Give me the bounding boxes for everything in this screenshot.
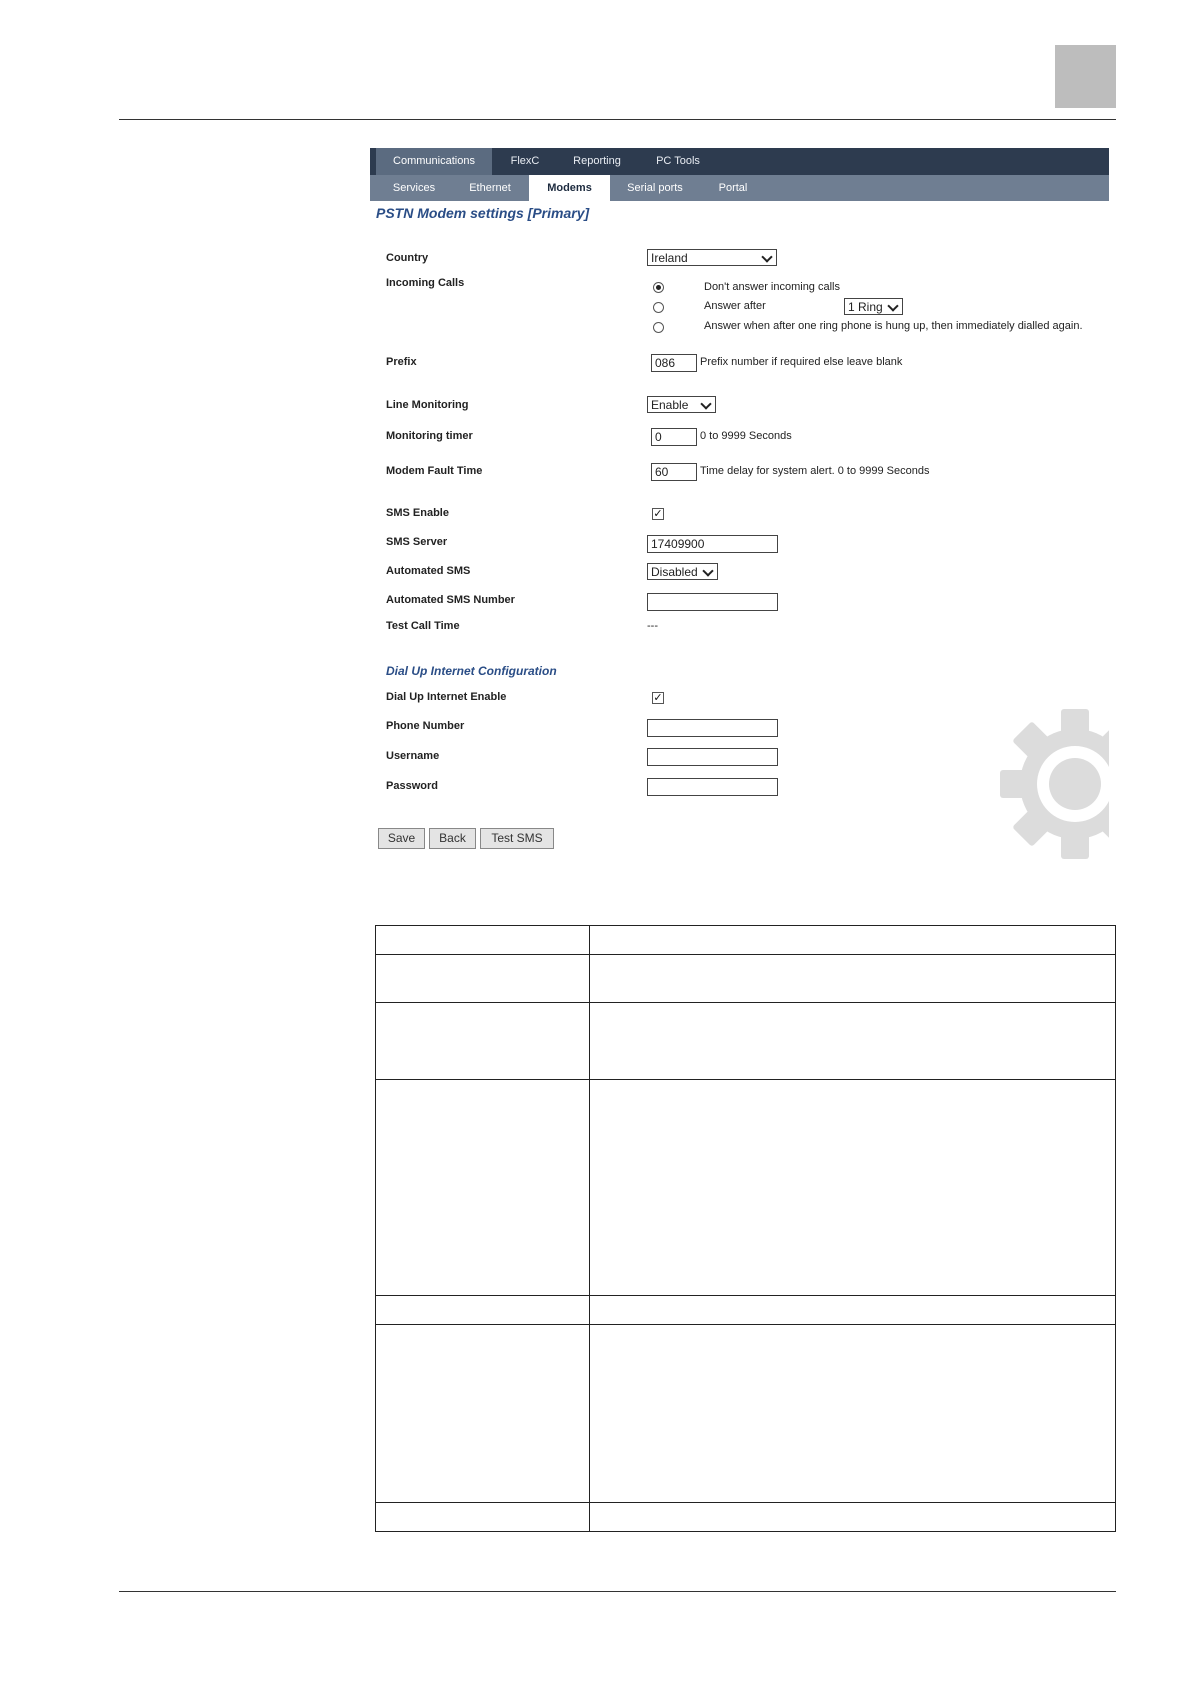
table-cell: [376, 1003, 590, 1080]
username-input[interactable]: [647, 748, 778, 766]
chevron-down-icon: [761, 251, 772, 262]
table-cell: [376, 1325, 590, 1503]
modem-fault-time-label: Modem Fault Time: [386, 465, 483, 477]
phone-number-input[interactable]: [647, 719, 778, 737]
country-select[interactable]: [647, 249, 777, 266]
subtab-ethernet[interactable]: Ethernet: [469, 182, 511, 194]
page-corner-tab: [1055, 45, 1116, 108]
table-cell: [590, 926, 1116, 955]
header-rule: [119, 119, 1116, 120]
save-button[interactable]: Save: [378, 828, 425, 849]
monitoring-timer-label: Monitoring timer: [386, 430, 473, 442]
dialup-enable-label: Dial Up Internet Enable: [386, 691, 507, 703]
automated-sms-value: Disabled: [651, 565, 698, 579]
password-input[interactable]: [647, 778, 778, 796]
automated-sms-number-label: Automated SMS Number: [386, 594, 515, 606]
radio-answer-after-label: Answer after: [704, 300, 766, 312]
tab-communications[interactable]: Communications: [376, 148, 492, 175]
table-cell: [376, 926, 590, 955]
radio-answer-redial[interactable]: [653, 322, 664, 333]
ring-count-value: 1 Ring: [848, 300, 883, 314]
back-button[interactable]: Back: [429, 828, 476, 849]
sub-nav: [370, 175, 1109, 201]
line-monitoring-label: Line Monitoring: [386, 399, 469, 411]
automated-sms-label: Automated SMS: [386, 565, 471, 577]
table-row: [376, 1296, 1116, 1325]
sms-enable-label: SMS Enable: [386, 507, 449, 519]
table-row: [376, 955, 1116, 1003]
sms-enable-checkbox[interactable]: [652, 508, 664, 520]
radio-answer-after[interactable]: [653, 302, 664, 313]
prefix-label: Prefix: [386, 356, 417, 368]
country-label: Country: [386, 252, 429, 264]
modem-fault-time-hint: Time delay for system alert. 0 to 9999 Seconds: [700, 465, 930, 477]
table-cell: [590, 1325, 1116, 1503]
table-cell: [590, 1080, 1116, 1296]
radio-dont-answer[interactable]: [653, 282, 664, 293]
web-ui-screenshot: [370, 148, 1109, 860]
tab-flexc[interactable]: FlexC: [510, 155, 540, 167]
incoming-calls-label: Incoming Calls: [386, 277, 465, 289]
automated-sms-number-input[interactable]: [647, 593, 778, 611]
table-cell: [590, 1003, 1116, 1080]
test-sms-button[interactable]: Test SMS: [480, 828, 554, 849]
main-nav: [370, 148, 1109, 175]
monitoring-timer-input[interactable]: 0: [651, 428, 697, 446]
password-label: Password: [386, 780, 438, 792]
ring-count-select[interactable]: [844, 298, 903, 315]
tab-pc-tools[interactable]: PC Tools: [656, 155, 700, 167]
subtab-portal[interactable]: Portal: [718, 182, 748, 194]
table-cell: [590, 1296, 1116, 1325]
line-monitoring-value: Enable: [651, 398, 689, 412]
test-call-time-label: Test Call Time: [386, 620, 460, 632]
chevron-down-icon: [887, 300, 898, 311]
table-cell: [376, 1503, 590, 1532]
subtab-services[interactable]: Services: [392, 182, 436, 194]
checkmark-icon: ✓: [653, 508, 663, 520]
radio-answer-redial-label: Answer when after one ring phone is hung up, then immediately dialled again.: [704, 320, 1083, 332]
sms-server-label: SMS Server: [386, 536, 448, 548]
radio-dont-answer-label: Don't answer incoming calls: [704, 281, 840, 293]
description-table: [375, 925, 1116, 1532]
table-row: [376, 1080, 1116, 1296]
table-row: [376, 1325, 1116, 1503]
chevron-down-icon: [700, 398, 711, 409]
dialup-enable-checkbox[interactable]: [652, 692, 664, 704]
table-cell: [376, 955, 590, 1003]
table-cell: [590, 955, 1116, 1003]
sms-server-input[interactable]: 17409900: [647, 535, 778, 553]
subtab-serial-ports[interactable]: Serial ports: [627, 182, 683, 194]
automated-sms-select[interactable]: [647, 563, 718, 580]
chevron-down-icon: [702, 565, 713, 576]
test-call-time-value: ---: [647, 620, 658, 632]
monitoring-timer-hint: 0 to 9999 Seconds: [700, 430, 792, 442]
phone-number-label: Phone Number: [386, 720, 465, 732]
checkmark-icon: ✓: [653, 692, 663, 704]
dialup-section-title: Dial Up Internet Configuration: [386, 664, 557, 678]
page-title: PSTN Modem settings [Primary]: [376, 205, 590, 221]
line-monitoring-select[interactable]: [647, 396, 716, 413]
table-row: [376, 1503, 1116, 1532]
table-cell: [376, 1296, 590, 1325]
subtab-modems[interactable]: Modems: [529, 175, 610, 201]
gear-icon: [995, 704, 1109, 860]
table-cell: [590, 1503, 1116, 1532]
tab-reporting[interactable]: Reporting: [573, 155, 621, 167]
prefix-input[interactable]: 086: [651, 354, 697, 372]
table-row: [376, 1003, 1116, 1080]
country-value: Ireland: [651, 251, 688, 265]
radio-selected-dot: [656, 285, 661, 290]
prefix-hint: Prefix number if required else leave blank: [700, 356, 903, 368]
username-label: Username: [386, 750, 440, 762]
table-row: [376, 926, 1116, 955]
footer-rule: [119, 1591, 1116, 1592]
modem-fault-time-input[interactable]: 60: [651, 463, 697, 481]
table-cell: [376, 1080, 590, 1296]
